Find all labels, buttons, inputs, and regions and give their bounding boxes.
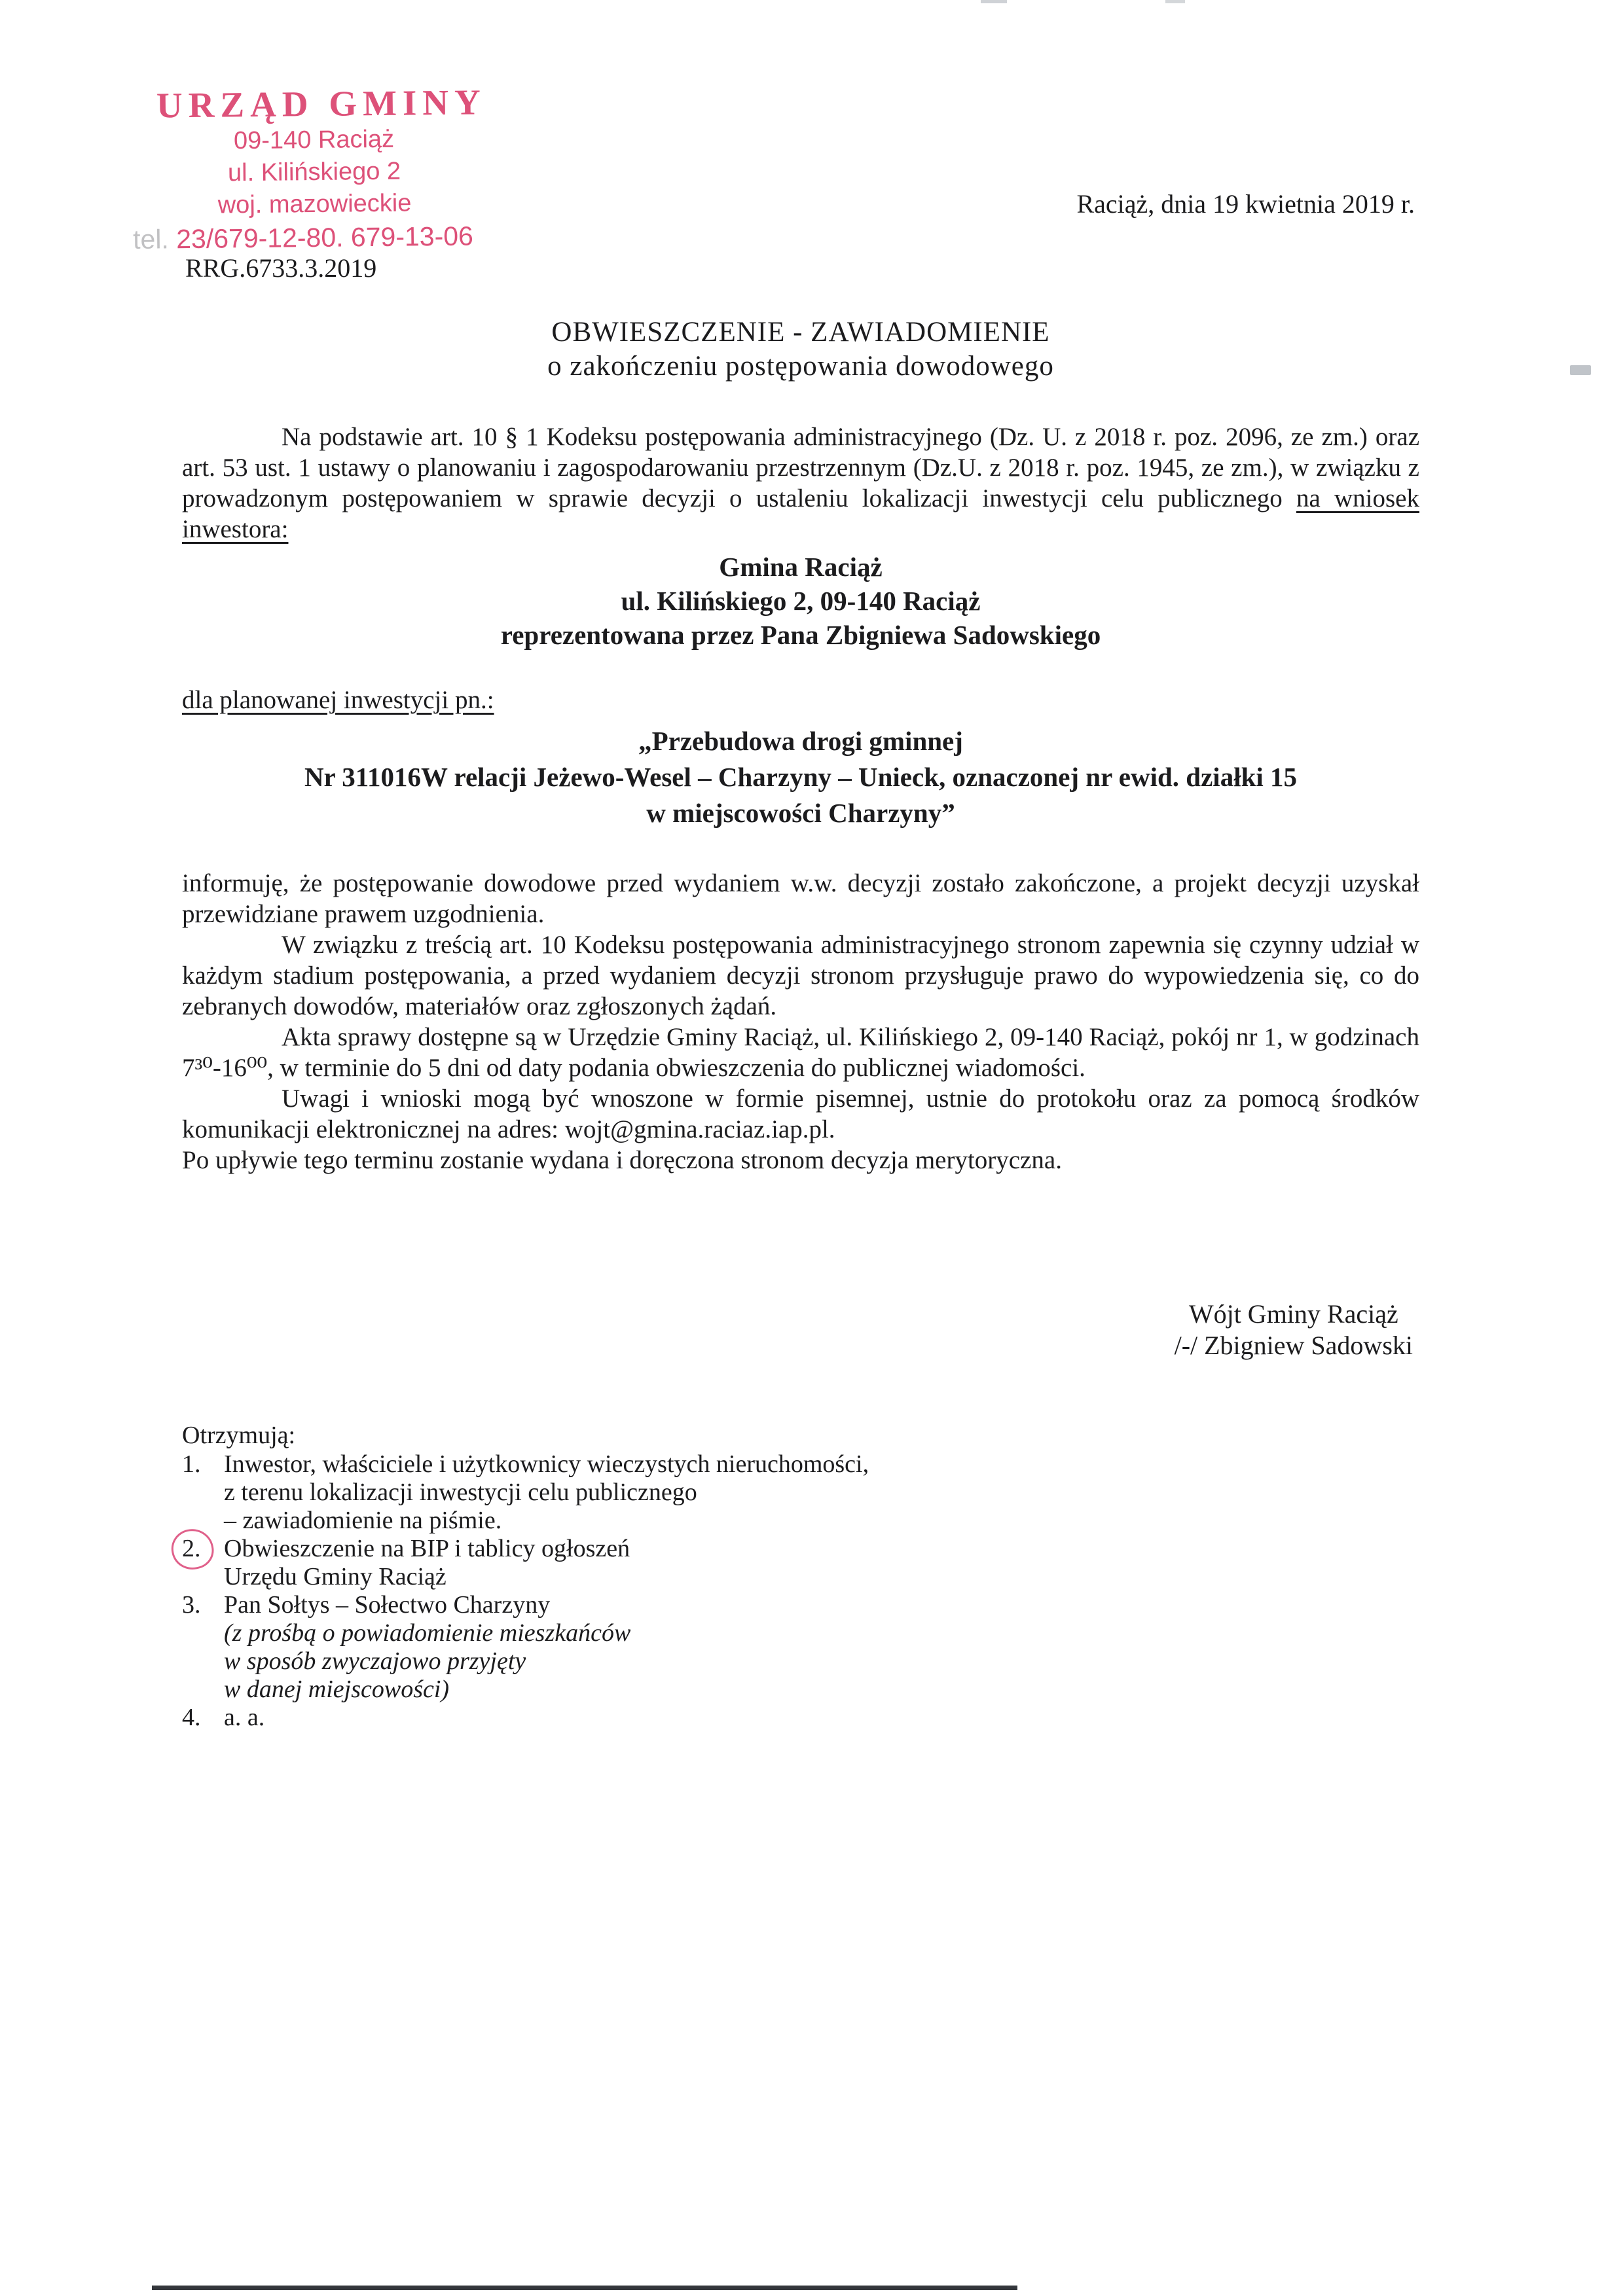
distribution-item-line: Urzędu Gminy Raciąż bbox=[224, 1563, 447, 1590]
distribution-item-lines bbox=[224, 1450, 902, 1535]
distribution-item-line: Inwestor, właściciele i użytkownicy wieczystych nieruchomości, bbox=[224, 1450, 869, 1478]
stamp-org-name: URZĄD GMINY bbox=[156, 82, 487, 126]
paragraph-parties-rights: W związku z treścią art. 10 Kodeksu postępowania administracyjnego stronom zapewnia się czynny udział w każdym stadium postępowania, a przed wydaniem decyzji stronom przysługuje prawo do wypowiedzenia się, co do zebranych dowodów, materiałów oraz zgłoszonych żądań. bbox=[182, 931, 1419, 1020]
distribution-item-lines bbox=[224, 1704, 902, 1732]
distribution-item-line: w sposób zwyczajowo przyjęty bbox=[224, 1647, 526, 1675]
stamp-phone-line bbox=[133, 219, 473, 256]
distribution-items bbox=[182, 1450, 902, 1732]
paragraph-legal-basis-underlined: na wniosek inwestora: bbox=[182, 484, 1419, 543]
paragraph-remarks-submission: Uwagi i wnioski mogą być wnoszone w formie pisemnej, ustnie do protokołu oraz za pomocą środków komunikacji elektronicznej na adres: wojt@gmina.raciaz.iap.pl. bbox=[182, 1085, 1419, 1143]
applicant-address: ul. Kilińskiego 2, 09-140 Raciąż bbox=[621, 586, 981, 616]
applicant-name: Gmina Raciąż bbox=[719, 552, 883, 582]
scan-artifact-right-tick bbox=[1570, 365, 1591, 375]
distribution-item-lines bbox=[224, 1591, 902, 1704]
applicant-representative: reprezentowana przez Pana Zbigniewa Sadowskiego bbox=[500, 620, 1101, 650]
distribution-item-line: Obwieszczenie na BIP i tablicy ogłoszeń bbox=[224, 1535, 630, 1562]
investment-name-line3: w miejscowości Charzyny” bbox=[646, 798, 955, 828]
distribution-item-number: 4. bbox=[182, 1704, 201, 1731]
distribution-item bbox=[182, 1704, 902, 1732]
office-stamp bbox=[132, 82, 487, 256]
distribution-item bbox=[182, 1450, 902, 1535]
scan-artifact-bottom-line bbox=[152, 2286, 1017, 2290]
stamp-voivodeship-line: woj. mazowieckie bbox=[217, 189, 412, 219]
paragraph-final-decision: Po upływie tego terminu zostanie wydana i doręczona stronom decyzja merytoryczna. bbox=[182, 1146, 1062, 1174]
distribution-label: Otrzymują: bbox=[182, 1422, 296, 1449]
paragraph-legal-basis-text: Na podstawie art. 10 § 1 Kodeksu postępowania administracyjnego (Dz. U. z 2018 r. poz. 2096, ze zm.) oraz art. 53 ust. 1 ustawy o planowaniu i zagospodarowaniu przestrzennym (Dz.U. z 2018 r. poz. 1945, ze zm.), w związku z prowadzonym postępowaniem w sprawie decyzji o ustaleniu lokalizacji inwestycji celu publicznego bbox=[182, 423, 1419, 512]
distribution-item-line: z terenu lokalizacji inwestycji celu publicznego bbox=[224, 1479, 697, 1506]
signature-inner bbox=[1175, 1299, 1413, 1361]
paragraph-case-files: Akta sprawy dostępne są w Urzędzie Gminy Raciąż, ul. Kilińskiego 2, 09-140 Raciąż, pokój nr 1, w godzinach 7³⁰-16⁰⁰, w terminie do 5 dni od daty podania obwieszczenia do publicznej wiadomości. bbox=[182, 1023, 1419, 1082]
signature-block bbox=[182, 1299, 1419, 1361]
stamp-street-line: ul. Kilińskiego 2 bbox=[227, 157, 401, 187]
investment-intro bbox=[182, 685, 1419, 715]
stamp-postal-line: 09-140 Raciąż bbox=[233, 125, 395, 155]
distribution-item-line: w danej miejscowości) bbox=[224, 1676, 450, 1703]
paragraph-conclusion-notice: informuję, że postępowanie dowodowe przed wydaniem w.w. decyzji zostało zakończone, a projekt decyzji uzyskał przewidziane prawem uzgodnienia. bbox=[182, 869, 1419, 928]
place-and-date: Raciąż, dnia 19 kwietnia 2019 r. bbox=[1076, 189, 1415, 219]
document-title-line2: o zakończeniu postępowania dowodowego bbox=[547, 351, 1054, 382]
investment-name-line2: Nr 311016W relacji Jeżewo-Wesel – Charzyny – Unieck, oznaczonej nr ewid. działki 15 bbox=[304, 762, 1298, 792]
distribution-item-line: – zawiadomienie na piśmie. bbox=[224, 1507, 502, 1534]
distribution-item-number: 3. bbox=[182, 1591, 201, 1619]
document-title bbox=[182, 315, 1419, 384]
paragraph-legal-basis bbox=[182, 422, 1419, 545]
distribution-item-line: (z prośbą o powiadomienie mieszkańców bbox=[224, 1619, 631, 1647]
signature-name: /-/ Zbigniew Sadowski bbox=[1174, 1331, 1413, 1360]
distribution-item bbox=[182, 1535, 902, 1591]
investment-name-block bbox=[182, 723, 1419, 831]
document-title-line1: OBWIESZCZENIE - ZAWIADOMIENIE bbox=[551, 317, 1050, 348]
distribution-item-number: 1. bbox=[182, 1450, 201, 1478]
distribution-item-number: 2. bbox=[182, 1535, 224, 1563]
distribution-item bbox=[182, 1591, 902, 1704]
distribution-item-lines bbox=[224, 1535, 902, 1591]
stamp-phone-numbers: 23/679-12-80. 679-13-06 bbox=[175, 221, 474, 255]
signature-title: Wójt Gminy Raciąż bbox=[1188, 1299, 1398, 1329]
investment-intro-text: dla planowanej inwestycji pn.: bbox=[182, 686, 494, 714]
scan-artifact-top-dash bbox=[981, 0, 1007, 3]
distribution-item-line: Pan Sołtys – Sołectwo Charzyny bbox=[224, 1591, 551, 1619]
investment-name-line1: „Przebudowa drogi gminnej bbox=[638, 726, 963, 756]
distribution-list bbox=[182, 1422, 902, 1732]
scan-artifact-top-dash bbox=[1165, 0, 1185, 3]
distribution-item-line: a. a. bbox=[224, 1704, 265, 1731]
applicant-block bbox=[182, 550, 1419, 652]
document-body bbox=[182, 315, 1419, 1732]
case-reference-number: RRG.6733.3.2019 bbox=[185, 253, 377, 283]
stamp-phone-prefix: tel. bbox=[132, 224, 170, 255]
